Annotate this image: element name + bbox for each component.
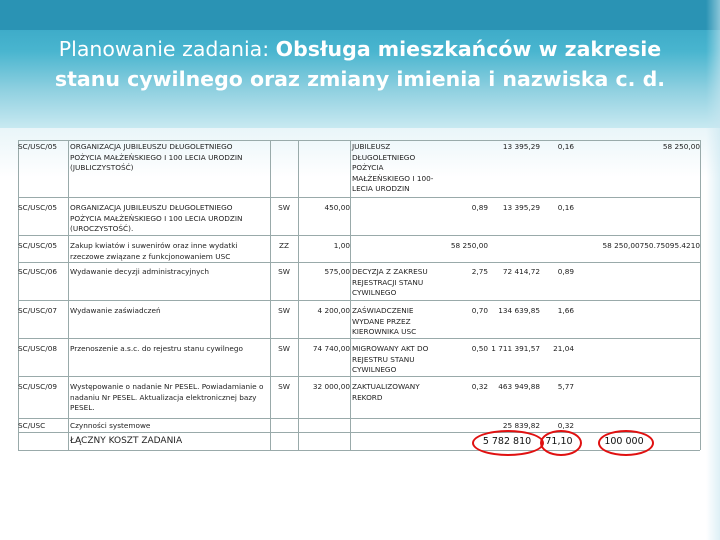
task-value-3: 0,16 <box>557 203 574 212</box>
task-product: MIGROWANY AKT DO REJESTRU STANU CYWILNEGO <box>352 344 429 374</box>
task-value-3: 0,16 <box>557 142 574 151</box>
table-rule <box>18 235 700 236</box>
table-rule <box>18 300 700 301</box>
table-divider <box>298 140 299 450</box>
title-main: Obsługa mieszkańców w zakresie stanu cywilnego oraz zmiany imienia i nazwiska c. d. <box>54 37 666 91</box>
task-description: Występowanie o nadanie Nr PESEL. Powiadamianie o nadaniu Nr PESEL. Aktualizacja elektronicznej bazy PESEL. <box>70 382 264 412</box>
table-rule <box>18 450 700 451</box>
task-value-2: 13 395,29 <box>502 142 540 151</box>
task-quantity: 4 200,00 <box>317 306 350 315</box>
task-quantity: 575,00 <box>324 267 350 276</box>
task-type: SW <box>278 382 290 391</box>
task-value-4: 58 250,00750.75095.4210 <box>602 241 700 250</box>
task-value-2: 134 639,85 <box>498 306 540 315</box>
task-value-1: 2,75 <box>471 267 488 276</box>
task-code: SC/USC/05 <box>18 142 57 151</box>
task-type: SW <box>278 267 290 276</box>
table-rule <box>18 197 700 198</box>
task-value-1: 0,32 <box>471 382 488 391</box>
task-description: ORGANIZACJA JUBILEUSZU DŁUGOLETNIEGO POŻYCIA MAŁŻEŃSKIEGO I 100 LECIA URODZIN (UROCZYSTOŚĆ). <box>70 203 243 233</box>
task-product: ZAŚWIADCZENIE WYDANE PRZEZ KIEROWNIKA USC <box>352 306 417 336</box>
task-description: ORGANIZACJA JUBILEUSZU DŁUGOLETNIEGO POŻYCIA MAŁŻEŃSKIEGO I 100 LECIA URODZIN (JUBLICZYSTOŚĆ) <box>70 142 243 172</box>
task-value-1: 0,50 <box>471 344 488 353</box>
task-quantity: 74 740,00 <box>312 344 350 353</box>
table-border-right <box>700 140 701 450</box>
task-type: ZZ <box>279 241 289 250</box>
total-fte: 71,10 <box>545 436 573 447</box>
task-description: Przenoszenie a.s.c. do rejestru stanu cywilnego <box>70 344 243 353</box>
task-type: SW <box>278 306 290 315</box>
table-border-left <box>18 140 19 450</box>
task-code: SC/USC/08 <box>18 344 57 353</box>
title-prefix: Planowanie zadania: <box>58 37 276 61</box>
total-share: 100 000 <box>604 436 644 447</box>
table-rule <box>18 418 700 419</box>
task-code: SC/USC/06 <box>18 267 57 276</box>
task-value-1: 0,89 <box>471 203 488 212</box>
total-cost: 5 782 810 <box>482 436 532 447</box>
task-code: SC/USC <box>18 421 46 430</box>
task-quantity: 450,00 <box>324 203 350 212</box>
table-rule <box>18 262 700 263</box>
table-divider <box>270 140 271 450</box>
task-description: Wydawanie zaświadczeń <box>70 306 161 315</box>
table-rule <box>18 376 700 377</box>
task-value-2: 463 949,88 <box>498 382 540 391</box>
task-value-2: 25 839,82 <box>502 421 540 430</box>
table-rule <box>18 140 700 141</box>
page-title <box>30 34 690 94</box>
task-type: SW <box>278 344 290 353</box>
task-description: Czynności systemowe <box>70 421 151 430</box>
task-value-4: 58 250,00 <box>662 142 700 151</box>
task-description: Wydawanie decyzji administracyjnych <box>70 267 210 276</box>
task-value-2: 72 414,72 <box>502 267 540 276</box>
table-rule <box>18 338 700 339</box>
total-label: ŁĄCZNY KOSZT ZADANIA <box>70 436 183 446</box>
task-product: ZAKTUALIZOWANY REKORD <box>352 382 420 402</box>
task-product: DECYZJA Z ZAKRESU REJESTRACJI STANU CYWILNEGO <box>352 267 428 297</box>
task-value-2: 13 395,29 <box>502 203 540 212</box>
task-quantity: 32 000,00 <box>312 382 350 391</box>
task-value-3: 21,04 <box>553 344 574 353</box>
table-rule <box>18 432 700 433</box>
task-description: Zakup kwiatów i suwenirów oraz inne wydatki rzeczowe związane z funkcjonowaniem USC <box>70 241 238 261</box>
task-value-2: 1 711 391,57 <box>491 344 540 353</box>
task-value-3: 5,77 <box>557 382 574 391</box>
task-value-3: 0,89 <box>557 267 574 276</box>
task-code: SC/USC/05 <box>18 203 57 212</box>
table-divider <box>350 140 351 450</box>
task-code: SC/USC/09 <box>18 382 57 391</box>
task-value-3: 1,66 <box>557 306 574 315</box>
task-value-1: 0,70 <box>471 306 488 315</box>
slide-edge <box>706 0 720 540</box>
task-quantity: 1,00 <box>333 241 350 250</box>
task-product: JUBILEUSZ DŁUGOLETNIEGO POŻYCIA MAŁŻEŃSKIEGO I 100-LECIA URODZIN <box>352 142 434 193</box>
banner-top-band <box>0 0 720 30</box>
task-value-1: 58 250,00 <box>450 241 488 250</box>
task-code: SC/USC/05 <box>18 241 57 250</box>
task-value-3: 0,32 <box>557 421 574 430</box>
task-type: SW <box>278 203 290 212</box>
task-code: SC/USC/07 <box>18 306 57 315</box>
table-divider <box>68 140 69 450</box>
